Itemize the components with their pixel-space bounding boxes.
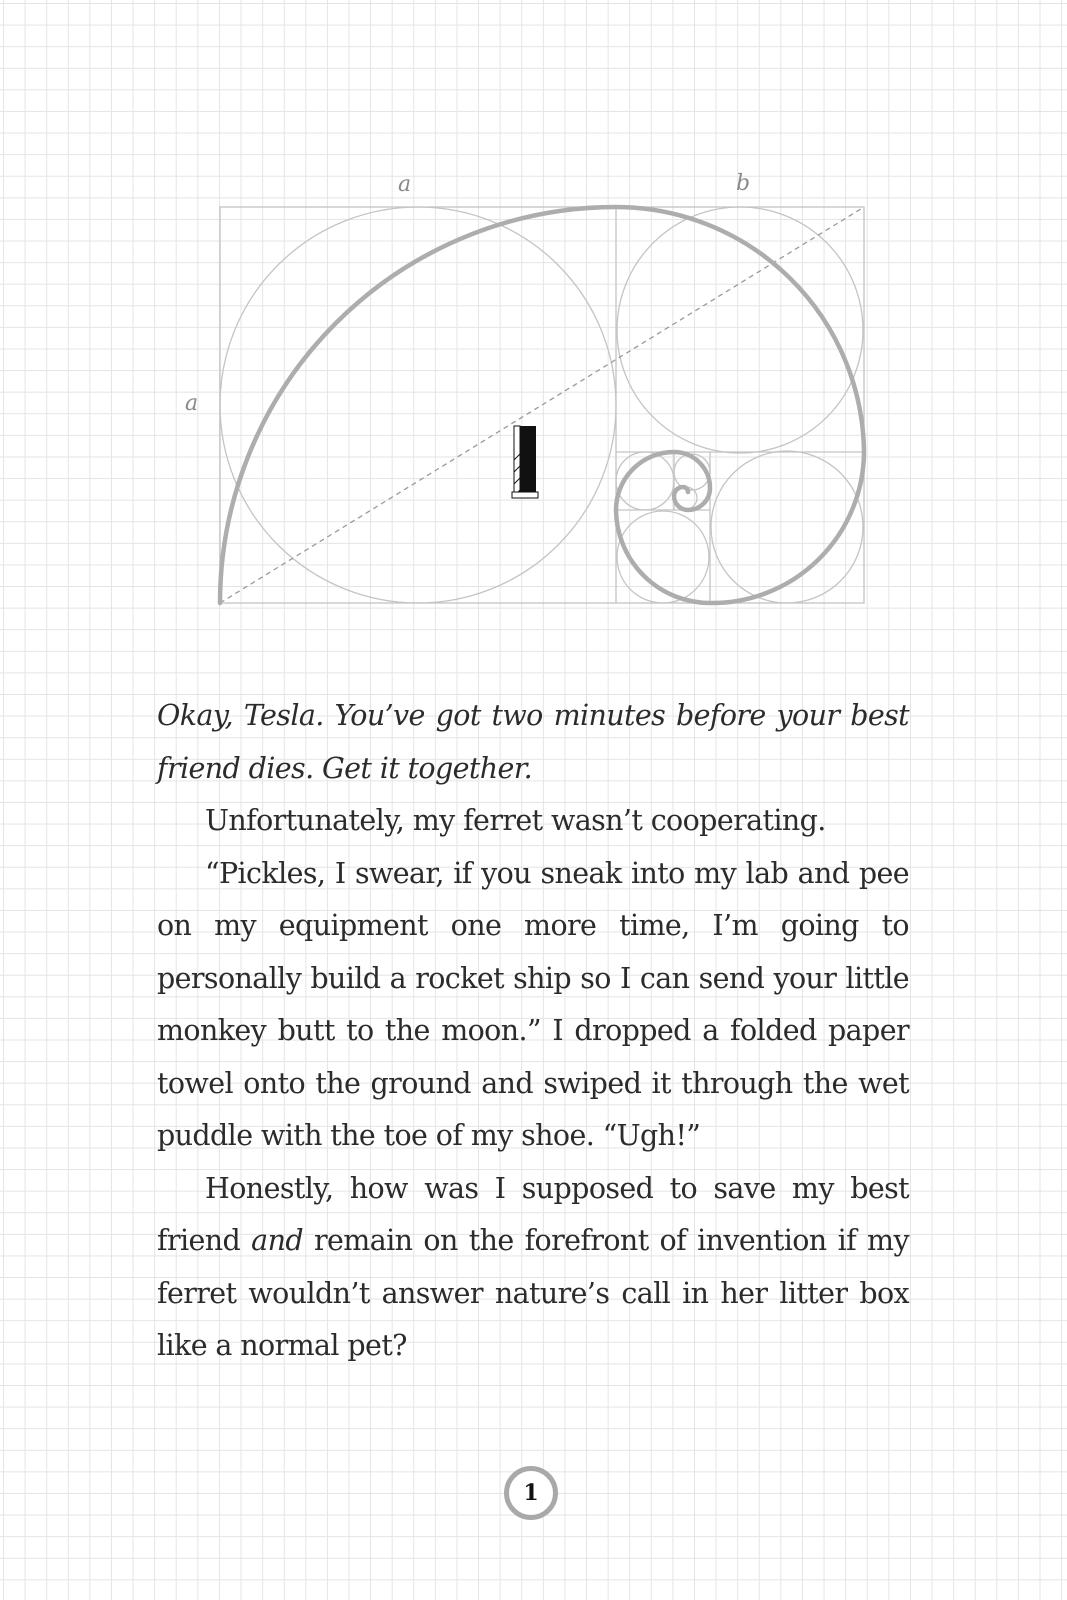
paragraph-1 [157, 690, 909, 795]
paragraph-3: “Pickles, I swear, if you sneak into my lab and pee on my equipment one more time, I’m going to personally build a rocket ship so I can send your little monkey butt to the moon.” I dropped a folded paper towel onto the ground and swiped it through the wet puddle with the toe of my shoe. “Ugh!” [157, 856, 909, 1152]
paragraph-4-rest: remain on the forefront of invention if my ferret wouldn’t answer nature’s call in her litter box like a normal pet? [157, 1224, 909, 1362]
paragraph-2: Unfortunately, my ferret wasn’t cooperating. [205, 804, 826, 837]
diagonal-dashed-line [220, 207, 864, 603]
circle-top-right [617, 207, 863, 453]
label-a-top: a [398, 172, 412, 197]
chapter-body-text [157, 690, 909, 1373]
paragraph-4-emphasis: and [251, 1224, 303, 1257]
italic-thought: Okay, Tesla. You’ve got two minutes before your best friend dies. Get it together. [157, 699, 909, 785]
label-b-top: b [736, 171, 751, 196]
page-number: 1 [504, 1466, 558, 1520]
golden-ratio-diagram [170, 160, 890, 620]
circle-bottom-right [711, 451, 863, 603]
large-circle [220, 207, 616, 603]
paragraph-4 [157, 1163, 909, 1373]
label-a-left: a [185, 391, 199, 416]
paragraph-4-lead: Honestly, how was I supposed to save my best friend [157, 1171, 909, 1257]
chapter-numeral-glyph [512, 426, 538, 498]
